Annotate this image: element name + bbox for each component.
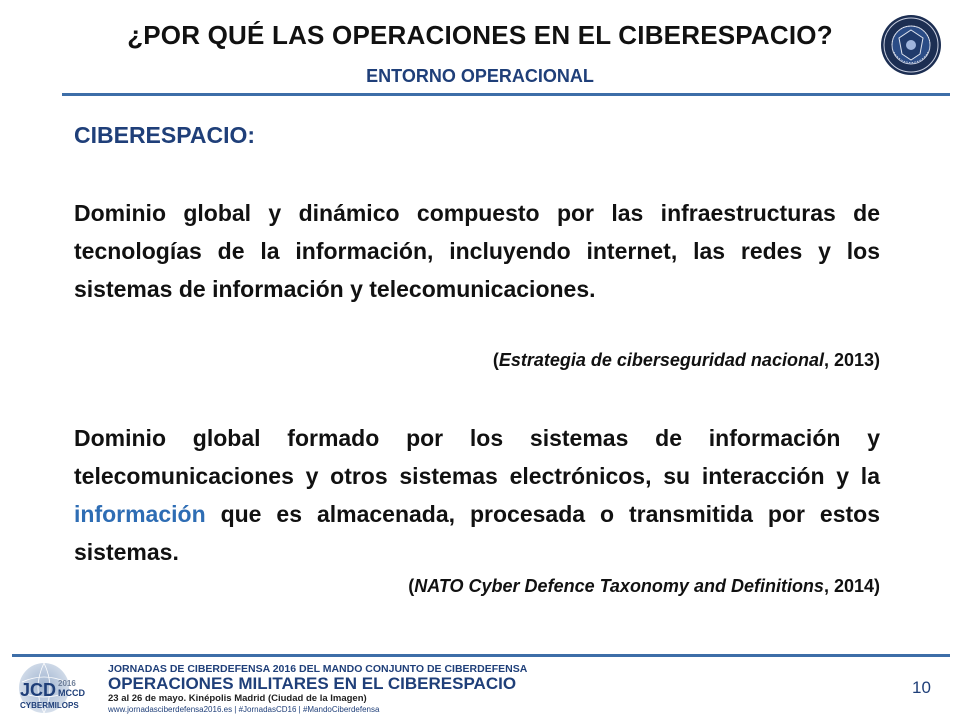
event-line: JORNADAS DE CIBERDEFENSA 2016 DEL MANDO CONJUNTO DE CIBERDEFENSA: [108, 663, 528, 675]
slide-subtitle: ENTORNO OPERACIONAL: [366, 66, 594, 86]
logo-sub: CYBERMILOPS: [20, 701, 79, 710]
citation-source: Estrategia de ciberseguridad nacional: [498, 350, 824, 370]
event-banner: [14, 660, 528, 716]
event-links: www.jornadasciberdefensa2016.es | #JornadasCD16 | #MandoCiberdefensa: [108, 705, 380, 714]
definition-1-citation: [493, 350, 880, 371]
header-divider: [62, 93, 950, 96]
definition-2-text: [74, 419, 880, 571]
event-title: OPERACIONES MILITARES EN EL CIBERESPACIO: [108, 674, 517, 693]
page-number: 10: [912, 678, 931, 697]
citation-tail: , 2013): [823, 350, 880, 370]
event-logo-icon: [14, 662, 104, 714]
definition-2-after: que es almacenada, procesada o transmitida por estos sistemas.: [74, 501, 880, 565]
event-date: 23 al 26 de mayo. Kinépolis Madrid (Ciudad de la Imagen): [108, 693, 367, 704]
citation-tail: , 2014): [823, 576, 880, 596]
slide-title: ¿POR QUÉ LAS OPERACIONES EN EL CIBERESPACIO?: [127, 20, 833, 50]
citation-open: (: [408, 576, 415, 596]
citation-source: NATO Cyber Defence Taxonomy and Definitions: [414, 576, 824, 596]
footer-divider: [12, 654, 950, 657]
definition-2-citation: [408, 576, 880, 597]
logo-org: MCCD: [58, 688, 85, 698]
logo-text: JCD: [20, 680, 57, 700]
logo-year: 2016: [58, 679, 76, 688]
emblem-seal-icon: [880, 14, 942, 76]
citation-open: (: [492, 350, 499, 370]
section-heading: CIBERESPACIO:: [74, 122, 256, 148]
highlight-term: información: [74, 501, 206, 527]
definition-1-text: Dominio global y dinámico compuesto por las infraestructuras de tecnologías de la información, incluyendo internet, las redes y los sistemas de información y telecomunicaciones.: [74, 200, 880, 302]
definition-2-before: Dominio global formado por los sistemas de información y telecomunicaciones y otros sistemas electrónicos, su interacción y la: [74, 425, 880, 489]
